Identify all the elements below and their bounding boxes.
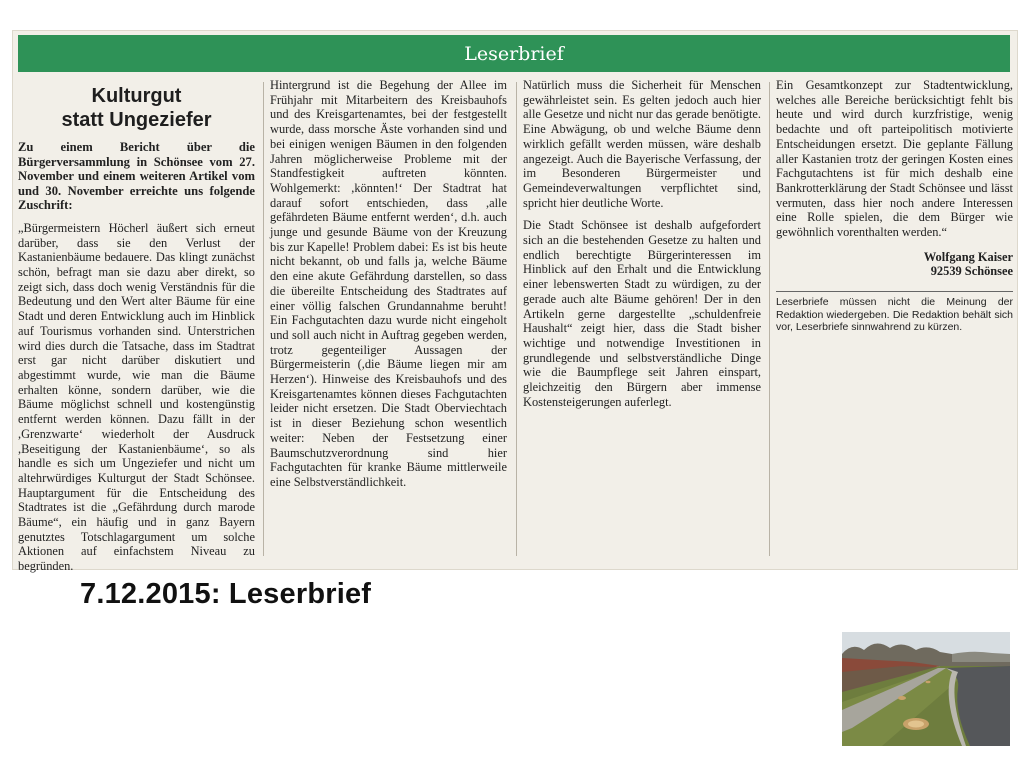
photo-illustration (842, 632, 1010, 746)
article-column-1 (18, 78, 255, 574)
paragraph-1: „Bürgermeistern Höcherl äußert sich erneut darüber, dass sie den Verlust der Kastanienbäume bedauere. Das klingt zunächst schön, befragt man sie dazu aber direkt, so zeigt sich, dass doch wenig Verständnis für die Bedeutung und den Wert alter Bäume für eine Stadt und deren Entwicklung auch im Hinblick auf Tourismus vorhanden sind. Unterstrichen wird dies durch die Tatsache, dass im Stadtrat erst gar nicht darüber diskutiert und abgestimmt wurde, wie man die Bäume erhalten könne, sondern darüber, wie die Bäume möglichst schnell und kostengünstig entfernt werden können. Dazu fällt in der ,Grenzwarte‘ wiederholt der Ausdruck ,Beseitigung der Kastanienbäume‘, so als handle es sich um Ungeziefer und nicht um altehrwürdiges Kulturgut der Stadt Schönsee. Hauptargument für die Entscheidung des Stadtrates ist die „Gefährdung durch marode Bäume“, ein häufig und in ganz Bayern genutztes Totschlagargument um solche Aktionen auf einfachstem Niveau zu begründen. (18, 220, 255, 574)
column-divider (263, 82, 264, 556)
article-headline (18, 84, 255, 132)
article-lead: Zu einem Bericht über die Bürgerversammlung in Schönsee vom 27. November und einem weiteren Artikel vom und 30. November erreichte uns folgende Zuschrift: (18, 140, 255, 213)
article-column-4 (776, 78, 1013, 562)
road-tree-stumps-photo (842, 632, 1010, 746)
editor-note: Leserbriefe müssen nicht die Meinung der Redaktion wiedergeben. Die Redaktion behält sich vor, Leserbriefe sinnwahrend zu kürzen. (776, 296, 1013, 334)
column-divider (769, 82, 770, 556)
section-banner: Leserbrief (18, 35, 1010, 72)
editor-note-block (776, 291, 1013, 334)
slide-caption: 7.12.2015: Leserbrief (80, 578, 372, 610)
headline-line-1: Kulturgut (91, 85, 182, 107)
author-signature (776, 250, 1013, 279)
paragraph-4: Die Stadt Schönsee ist deshalb aufgefordert sich an die bestehenden Gesetze zu halten und endlich berechtigte Bürgerinteressen im Hinblick auf den Erhalt und die Entwicklung einer lebenswerten Stadt zu würdigen, zu der gerade auch alte Bäume gehören! Der in den Artikeln gerne dargestellte „schuldenfreie Haushalt“ zeigt hier, dass die Stadt bisher wichtige und notwendige Investitionen in grundlegende und selbstverständliche Dinge wie die Baumpflege seit Jahren einspart, gleichzeitig den Bürgern aber immense Kostensteigerungen auferlegt. (523, 218, 761, 409)
author-place: 92539 Schönsee (930, 264, 1013, 279)
headline-line-2: statt Ungeziefer (61, 109, 212, 131)
paragraph-3: Natürlich muss die Sicherheit für Menschen gewährleistet sein. Es gelten jedoch auch hier alle Gesetze und nicht nur das gerade benötigte. Eine Abwägung, ob und welche Bäume denn wirklich gefällt werden müssen, wäre deshalb angezeigt. Auch die Bayerische Verfassung, der im Besonderen Bürgermeister und Gemeindeverwaltungen verpflichtet sind, spricht hier deutliche Worte. (523, 78, 761, 210)
paragraph-5: Ein Gesamtkonzept zur Stadtentwicklung, welches alle Bereiche berücksichtigt fehlt bis heute und wird durch kurzfristige, wenig bedachte und oft parteipolitisch motivierte Entscheidungen ersetzt. Die geplante Fällung aller Kastanien trotz der geringen Kosten eines Fachgutachtens ist für mich deshalb eine Bankrotterklärung der Stadt Schönsee und lässt vermuten, dass hier noch andere Interessen eine Rolle spielen, die dem Bürger wie gewöhnlich vorenthalten werden.“ (776, 78, 1013, 240)
column-divider (516, 82, 517, 556)
paragraph-2: Hintergrund ist die Begehung der Allee im Frühjahr mit Mitarbeitern des Kreisbauhofs und des Kreisgartenamtes, bei der festgestellt wurde, dass morsche Äste vorhanden sind und bei einigen wenigen Bäumen in den folgenden Jahren möglicherweise Probleme mit der Standfestigkeit auftreten könnten. Wohlgemerkt: ,könnten!‘ Der Stadtrat hat darauf sofort entschieden, dass ,alle gefährdeten Bäume entfernt werden‘, d.h. auch junge und gesunde Bäume von der Kreuzung bis zur Kapelle! Problem dabei: Es ist bis heute nicht bekannt, ob und falls ja, welche Bäume den eine akute Gefährdung darstellen, so dass die übereilte Entscheidung des Stadtrates auf einer völlig falschen Grundannahme beruht! Ein Fachgutachten dazu wurde nicht eingeholt und soll auch nicht in Auftrag gegeben werden, trotz gegenteiliger Aussagen der Bürgermeisterin (,die Bäume liegen mir am Herzen‘). Hinweise des Kreisbauhofs und des Kreisgartenamtes können dieses Fachgutachten leider nicht ersetzen. Die Stadt Oberviechtach ist in dieser Beziehung schon wesentlich weiter: Neben der Festsetzung einer Baumschutzverordnung sind hier Fachgutachten für kranke Bäume mittlerweile eine Selbstverständlichkeit. (270, 78, 507, 489)
author-name: Wolfgang Kaiser (923, 249, 1013, 264)
article-column-2 (270, 78, 507, 562)
article-column-3 (523, 78, 761, 562)
newspaper-clipping (12, 30, 1018, 574)
